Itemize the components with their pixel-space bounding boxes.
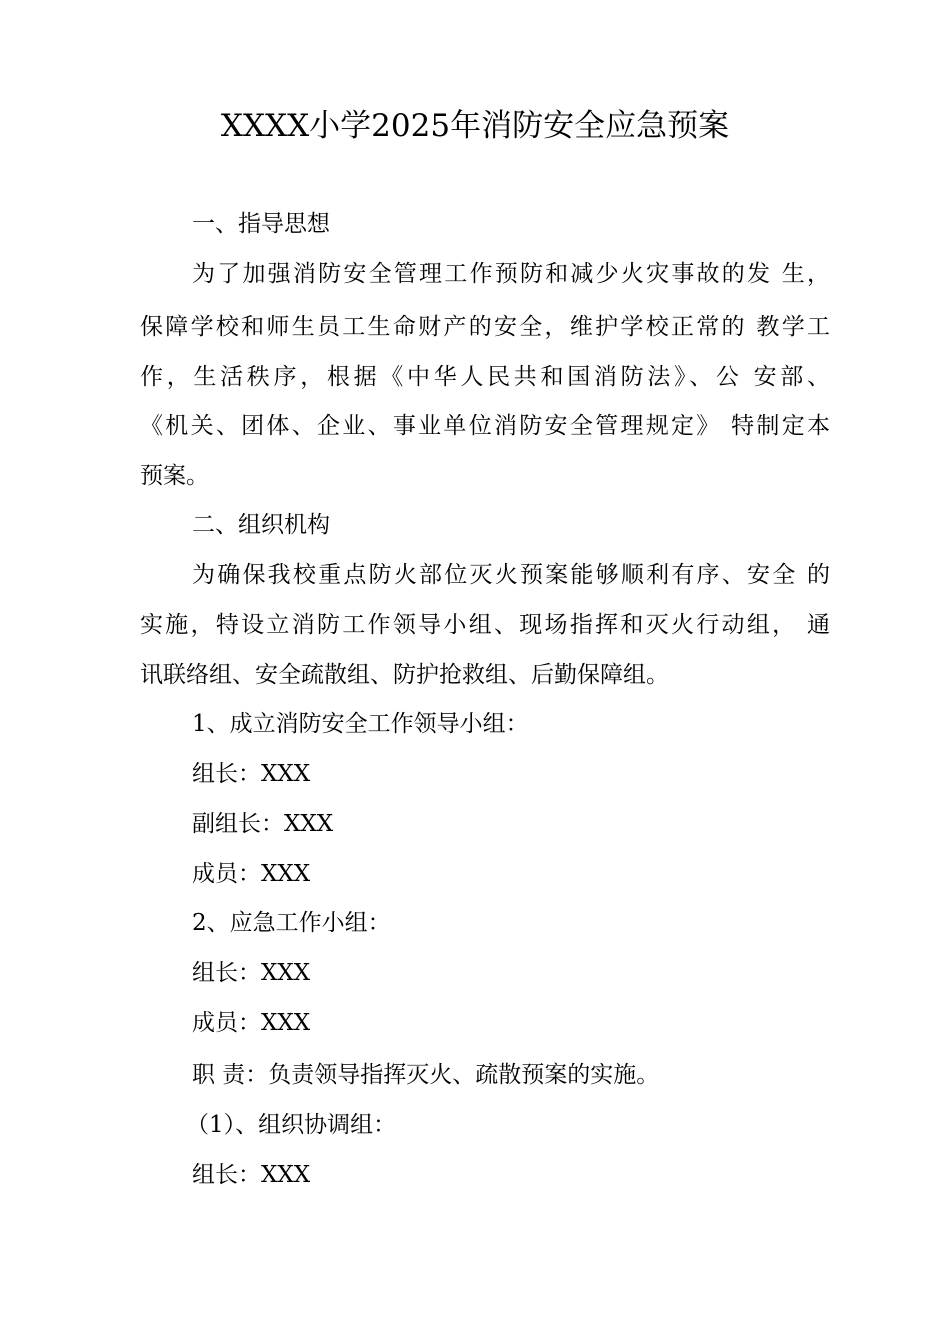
- group1-heading: 1、成立消防安全工作领导小组：: [192, 711, 529, 737]
- section2-paragraph-line-1: 为确保我校重点防火部位灭火预案能够顺利有序、安全 的: [192, 562, 830, 588]
- document-title: XXXX小学2025年消防安全应急预案: [220, 108, 730, 144]
- section2-paragraph-line-3: 讯联络组、安全疏散组、防护抢救组、后勤保障组。: [140, 662, 669, 688]
- section2-paragraph-line-2: 实施，特设立消防工作领导小组、现场指挥和灭火行动组， 通: [140, 612, 830, 638]
- section1-paragraph-line-5: 预案。: [140, 463, 209, 489]
- section2-heading: 二、组织机构: [192, 512, 330, 538]
- subgroup1-leader: 组长：XXX: [192, 1162, 311, 1188]
- group2-members: 成员：XXX: [192, 1010, 311, 1036]
- group1-deputy: 副组长：XXX: [192, 811, 334, 837]
- group1-members: 成员：XXX: [192, 861, 311, 887]
- section1-paragraph-line-3: 作，生活秩序，根据《中华人民共和国消防法》、公 安部、: [140, 364, 830, 390]
- section1-paragraph-line-2: 保障学校和师生员工生命财产的安全，维护学校正常的 教学工: [140, 314, 830, 340]
- group2-heading: 2、应急工作小组：: [192, 910, 391, 936]
- subgroup1-heading: （1）、组织协调组：: [186, 1112, 397, 1138]
- group2-duty: 职 责：负责领导指挥灭火、疏散预案的实施。: [192, 1062, 660, 1088]
- section1-heading: 一、指导思想: [192, 211, 330, 237]
- group1-leader: 组长：XXX: [192, 761, 311, 787]
- section1-paragraph-line-4: 《机关、团体、企业、事业单位消防安全管理规定》 特制定本: [140, 413, 830, 439]
- section1-paragraph-line-1: 为了加强消防安全管理工作预防和减少火灾事故的发 生，: [192, 261, 830, 287]
- group2-leader: 组长：XXX: [192, 960, 311, 986]
